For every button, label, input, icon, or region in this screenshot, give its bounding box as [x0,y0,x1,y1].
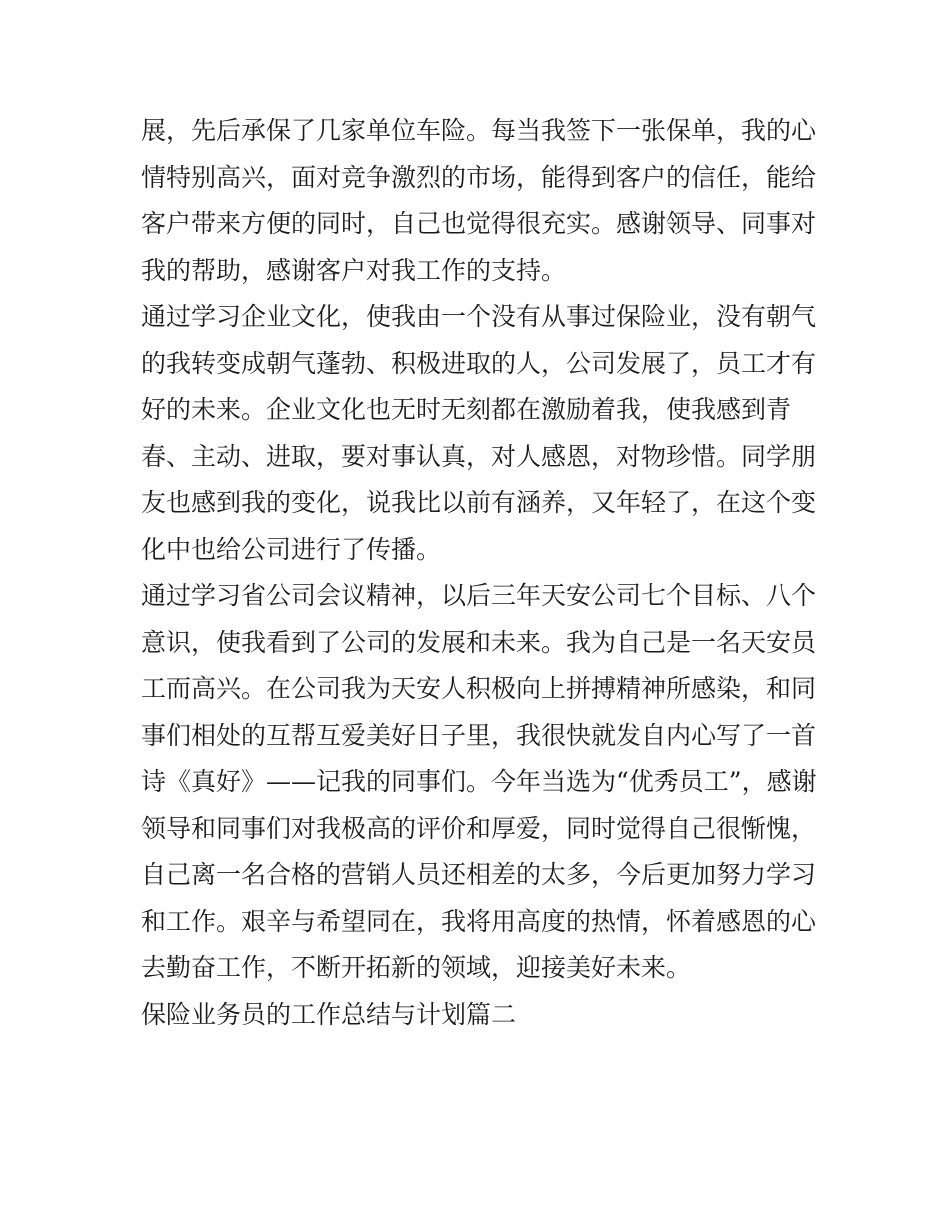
text-line: 工而高兴。在公司我为天安人积极向上拼搏精神所感染，和同 [141,674,817,703]
document-body [141,108,821,1038]
text-line: 去勤奋工作，不断开拓新的领域，迎接美好未来。 [141,953,692,982]
text-line: 领导和同事们对我极高的评价和厚爱，同时觉得自己很惭愧， [141,813,817,843]
text-line: 友也感到我的变化，说我比以前有涵养，又年轻了，在这个变 [141,488,817,517]
text-line: 化中也给公司进行了传播。 [141,534,442,564]
text-line: 自己离一名合格的营销人员还相差的太多，今后更加努力学习 [141,860,817,889]
paragraph-1 [141,108,821,294]
heading-line: 保险业务员的工作总结与计划篇二 [141,999,517,1029]
text-line: 和工作。艰辛与希望同在，我将用高度的热情，怀着感恩的心 [141,906,817,936]
text-line: 事们相处的互帮互爱美好日子里，我很快就发自内心写了一首 [141,720,817,750]
text-line: 春、主动、进取，要对事认真，对人感恩，对物珍惜。同学朋 [141,441,817,471]
text-line: 好的未来。企业文化也无时无刻都在激励着我，使我感到青 [141,395,792,424]
paragraph-3 [141,573,821,992]
paragraph-2 [141,294,821,573]
text-line: 通过学习省公司会议精神，以后三年天安公司七个目标、八个 [141,581,817,610]
text-line: 通过学习企业文化，使我由一个没有从事过保险业，没有朝气 [141,302,817,331]
text-line: 的我转变成朝气蓬勃、积极进取的人，公司发展了，员工才有 [141,348,817,378]
text-line: 客户带来方便的同时，自己也觉得很充实。感谢领导、同事对 [141,209,817,238]
text-line: 诗《真好》——记我的同事们。今年当选为“优秀员工”，感谢 [141,767,817,796]
text-line: 情特别高兴，面对竞争激烈的市场，能得到客户的信任，能给 [141,162,817,192]
text-line: 意识，使我看到了公司的发展和未来。我为自己是一名天安员 [141,627,817,657]
section-heading [141,992,821,1039]
text-line: 我的帮助，感谢客户对我工作的支持。 [141,255,567,285]
text-line: 展，先后承保了几家单位车险。每当我签下一张保单，我的心 [141,116,817,145]
